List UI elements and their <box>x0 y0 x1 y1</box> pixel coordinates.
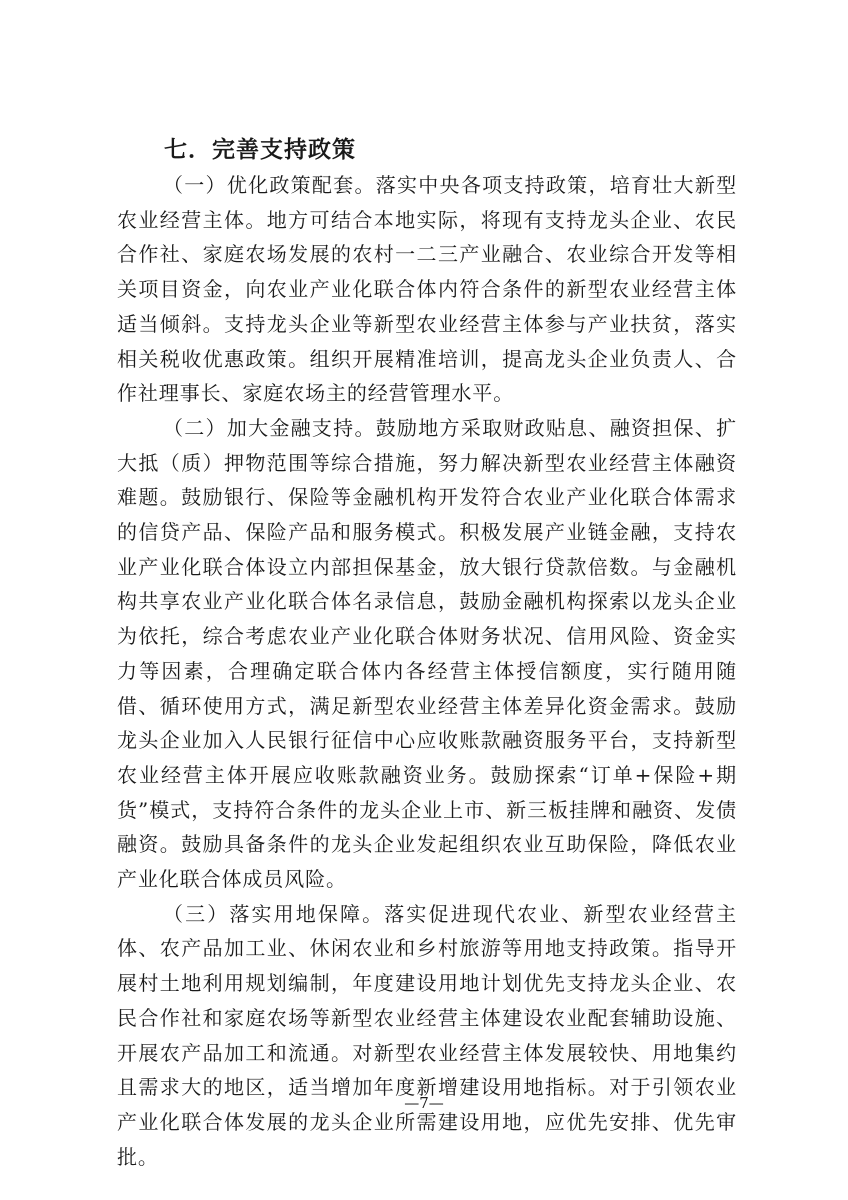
paragraph-optimize-policy: （一）优化政策配套。落实中央各项支持政策，培育壮大新型农业经营主体。地方可结合本地实际，将现有支持龙头企业、农民合作社、家庭农场发展的农村一二三产业融合、农业综合开发等相关项目资金，向农业产业化联合体内符合条件的新型农业经营主体适当倾斜。支持龙头企业等新型农业经营主体参与产业扶贫，落实相关税收优惠政策。组织开展精准培训，提高龙头企业负责人、合作社理事长、家庭农场主的经营管理水平。 <box>117 173 737 406</box>
paragraph-financial-support: （二）加大金融支持。鼓励地方采取财政贴息、融资担保、扩大抵（质）押物范围等综合措施，努力解决新型农业经营主体融资难题。鼓励银行、保险等金融机构开发符合农业产业化联合体需求的信贷产品、保险产品和服务模式。积极发展产业链金融，支持农业产业化联合体设立内部担保基金，放大银行贷款倍数。与金融机构共享农业产业化联合体名录信息，鼓励金融机构探索以龙头企业为依托，综合考虑农业产业化联合体财务状况、信用风险、资金实力等因素，合理确定联合体内各经营主体授信额度，实行随用随借、循环使用方式，满足新型农业经营主体差异化资金需求。鼓励龙头企业加入人民银行征信中心应收账款融资服务平台，支持新型农业经营主体开展应收账款融资业务。鼓励探索“订单+保险+期货”模式，支持符合条件的龙头企业上市、新三板挂牌和融资、发债融资。鼓励具备条件的龙头企业发起组织农业互助保险，降低农业产业化联合体成员风险。 <box>117 415 737 892</box>
section-body <box>117 168 737 1174</box>
paragraph-land-guarantee: （三）落实用地保障。落实促进现代农业、新型农业经营主体、农产品加工业、休闲农业和乡村旅游等用地支持政策。指导开展村土地利用规划编制，年度建设用地计划优先支持龙头企业、农民合作社和家庭农场等新型农业经营主体建设农业配套辅助设施、开展农产品加工和流通。对新型农业经营主体发展较快、用地集约且需求大的地区，适当增加年度新增建设用地指标。对于引领农业产业化联合体发展的龙头企业所需建设用地，应优先安排、优先审批。 <box>117 901 737 1169</box>
page-number: —7— <box>404 1094 444 1112</box>
section-heading: 七．完善支持政策 <box>164 137 356 163</box>
